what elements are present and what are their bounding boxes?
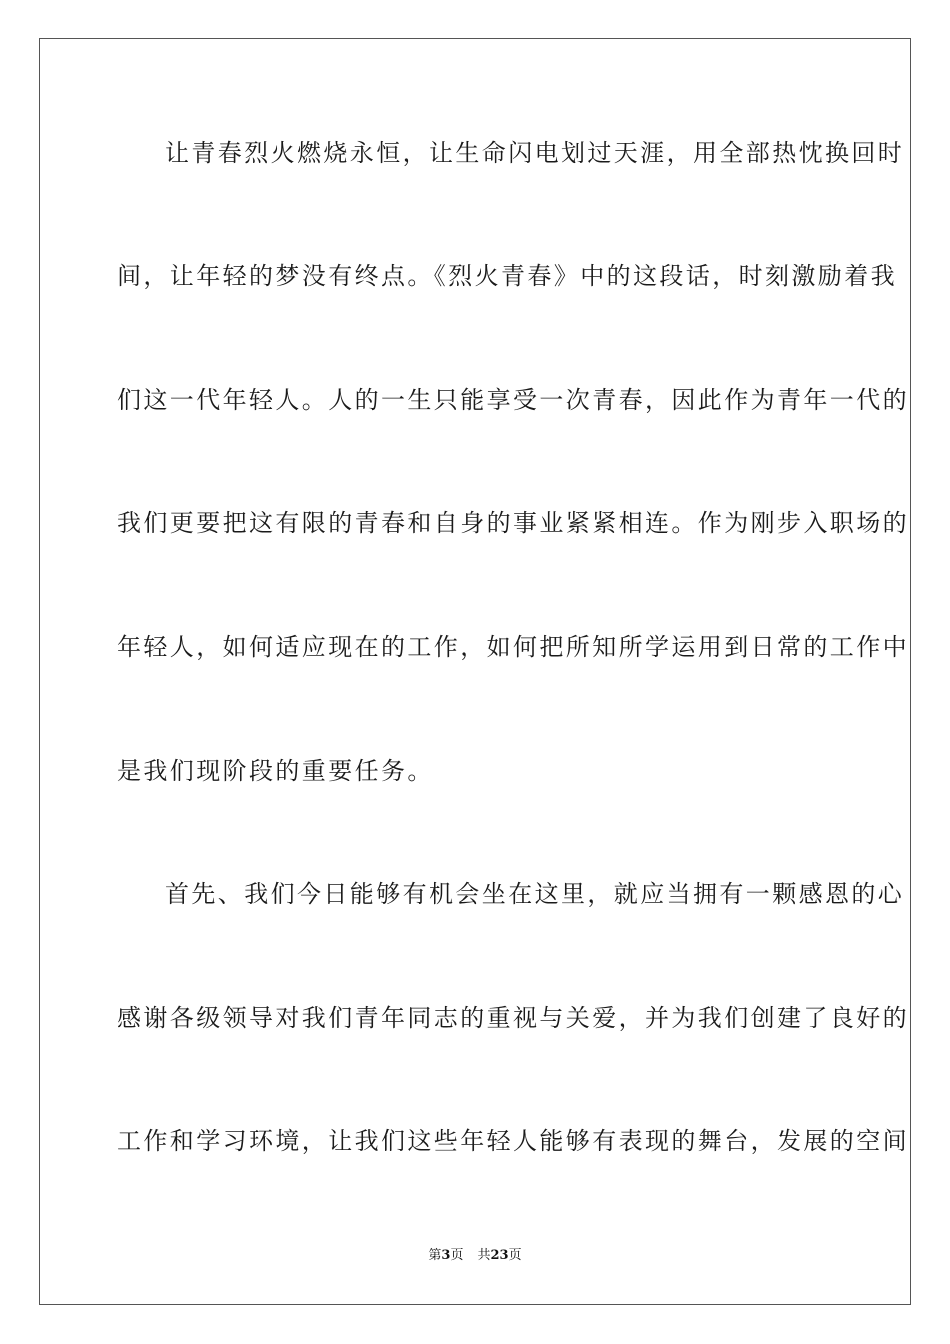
total-prefix: 共 xyxy=(477,1248,491,1263)
page-border xyxy=(39,38,911,1305)
paragraph-line: 间，让年轻的梦没有终点。《烈火青春》中的这段话，时刻激励着我 xyxy=(117,262,897,290)
paragraph-line: 我们更要把这有限的青春和自身的事业紧紧相连。作为刚步入职场的 xyxy=(117,509,909,537)
paragraph-line: 让青春烈火燃烧永恒，让生命闪电划过天涯，用全部热忱换回时 xyxy=(165,139,905,167)
paragraph-line: 工作和学习环境，让我们这些年轻人能够有表现的舞台，发展的空间 xyxy=(117,1127,909,1155)
paragraph-line: 是我们现阶段的重要任务。 xyxy=(117,757,434,785)
paragraph-line: 们这一代年轻人。人的一生只能享受一次青春，因此作为青年一代的 xyxy=(117,386,909,414)
total-pages: 23 xyxy=(490,1248,509,1263)
page-suffix: 页 xyxy=(450,1248,464,1263)
paragraph-line: 年轻人，如何适应现在的工作，如何把所知所学运用到日常的工作中 xyxy=(117,633,909,661)
paragraph-line: 感谢各级领导对我们青年同志的重视与关爱，并为我们创建了良好的 xyxy=(117,1004,909,1032)
paragraph-line: 首先、我们今日能够有机会坐在这里，就应当拥有一颗感恩的心 xyxy=(165,880,905,908)
page-footer xyxy=(0,1248,950,1264)
page-number: 3 xyxy=(441,1248,451,1263)
page-prefix: 第 xyxy=(428,1248,442,1263)
total-suffix: 页 xyxy=(508,1248,522,1263)
